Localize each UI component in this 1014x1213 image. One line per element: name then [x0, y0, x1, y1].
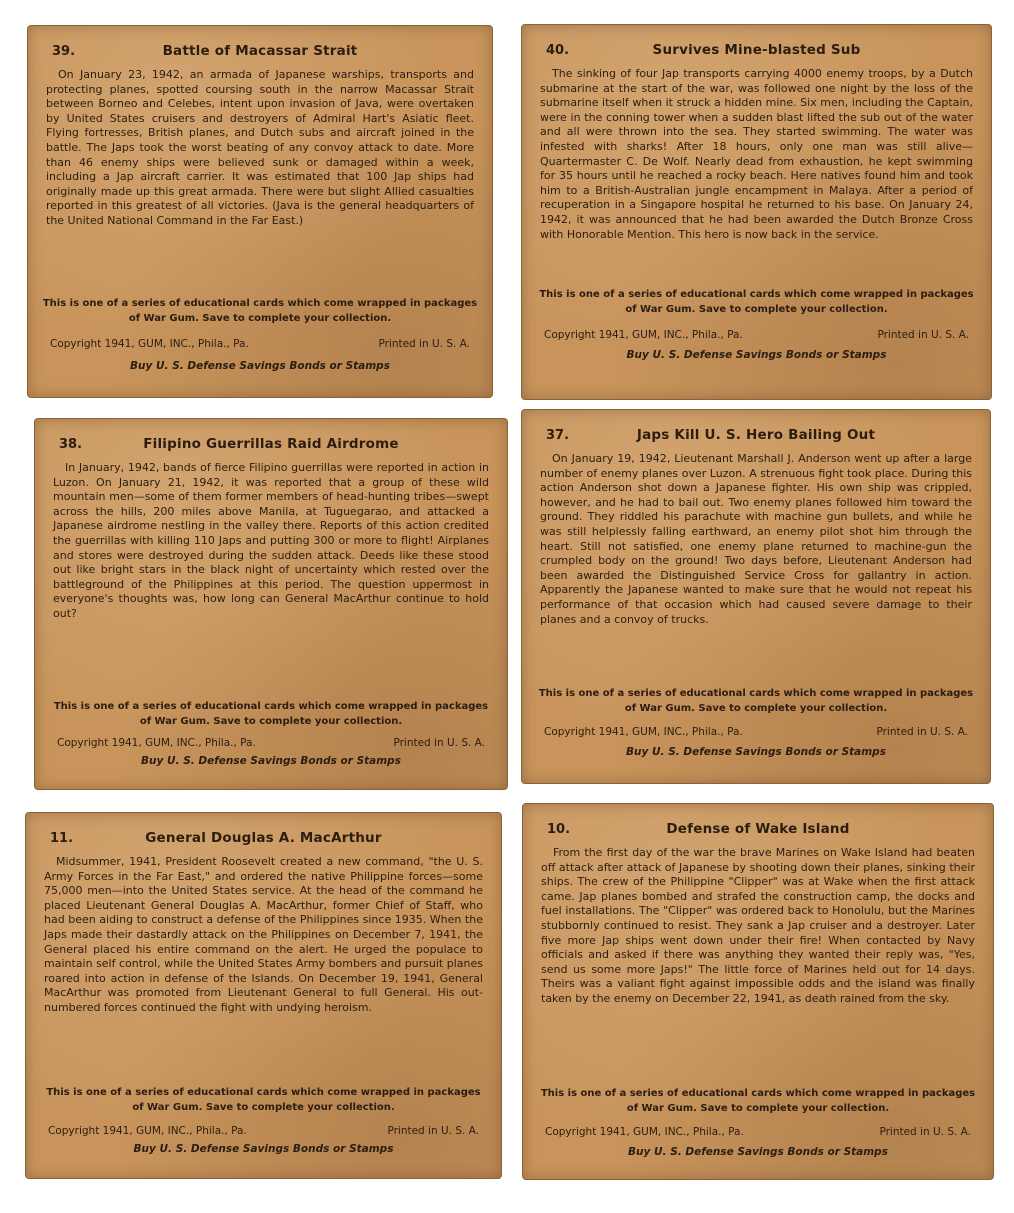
copyright: Copyright 1941, GUM, INC., Phila., Pa.: [544, 329, 743, 341]
copyright-line: [545, 1126, 971, 1138]
copyright: Copyright 1941, GUM, INC., Phila., Pa.: [544, 726, 743, 738]
printed-in: Printed in U. S. A.: [378, 338, 470, 350]
card-40: [521, 24, 992, 400]
bonds-line: Buy U. S. Defense Savings Bonds or Stamps: [133, 1143, 394, 1155]
card-37: [521, 409, 991, 784]
copyright: Copyright 1941, GUM, INC., Phila., Pa.: [545, 1126, 744, 1138]
copyright-line: [544, 329, 969, 341]
card-title: Battle of Macassar Strait: [162, 43, 358, 59]
card-number: 37.: [546, 428, 570, 443]
bonds-line: Buy U. S. Defense Savings Bonds or Stamps: [626, 746, 886, 758]
printed-in: Printed in U. S. A.: [393, 737, 485, 749]
series-note: This is one of a series of educational cards which come wrapped in packages of War Gum. Save to complete your collection.: [53, 701, 489, 727]
printed-in: Printed in U. S. A.: [879, 1126, 971, 1138]
card-title: Survives Mine-blasted Sub: [652, 42, 861, 58]
copyright: Copyright 1941, GUM, INC., Phila., Pa.: [57, 737, 256, 749]
bonds-line: Buy U. S. Defense Savings Bonds or Stamps: [626, 349, 887, 361]
card-number: 38.: [59, 437, 83, 452]
card-title: Filipino Guerrillas Raid Airdrome: [143, 436, 399, 452]
copyright-line: [50, 338, 470, 350]
copyright-line: [544, 726, 968, 738]
series-note: This is one of a series of educational cards which come wrapped in packages of War Gum. Save to complete your collection.: [42, 298, 478, 324]
card-10: [522, 803, 994, 1180]
series-note: This is one of a series of educational cards which come wrapped in packages of War Gum. Save to complete your collection.: [538, 688, 974, 714]
card-number: 11.: [50, 831, 74, 846]
card-number: 40.: [546, 43, 570, 58]
copyright: Copyright 1941, GUM, INC., Phila., Pa.: [48, 1125, 247, 1137]
printed-in: Printed in U. S. A.: [387, 1125, 479, 1137]
series-note: This is one of a series of educational cards which come wrapped in packages of War Gum. Save to complete your collection.: [46, 1087, 481, 1113]
card-body: Midsummer, 1941, President Roosevelt created a new command, "the U. S. Army Forces in the Far East," and ordered the native Philippine forces—some 75,000 men—into the United States service. At the head of the command he placed Lieutenant General Douglas A. MacArthur, former Chief of Staff, who had been aiding to construct a defense of the Philippines since 1935. When the Japs made their dastardly attack on the Philippines on December 7, 1941, the General placed his entire command on the alert. He urged the populace to maintain self control, while the United States Army bombers and pursuit planes roared into action in defense of the Islands. On December 19, 1941, General MacArthur was promoted from Lieutenant General to full General. His out-numbered forces continued the fight with undying heroism.: [44, 855, 483, 1014]
card-38: [34, 418, 508, 790]
card-11: [25, 812, 502, 1179]
card-title: Japs Kill U. S. Hero Bailing Out: [636, 427, 876, 443]
card-39: [27, 25, 493, 398]
printed-in: Printed in U. S. A.: [876, 726, 968, 738]
card-body: On January 23, 1942, an armada of Japanese warships, transports and protecting planes, spotted coursing south in the narrow Macassar Strait between Borneo and Celebes, intent upon invasion of Java, were overtaken by United States cruisers and destroyers of Admiral Hart's Asiatic fleet. Flying fortresses, British planes, and Dutch subs and aircraft joined in the battle. The Japs took the worst beating of any convoy attack to date. More than 46 enemy ships were believed sunk or damaged within a week, including a Jap aircraft carrier. It was estimated that 100 Jap ships had originally made up this great armada. There were but slight Allied casualties reported in this greatest of all victories. (Java is the general headquarters of the United National Command in the Far East.): [46, 68, 474, 227]
bonds-line: Buy U. S. Defense Savings Bonds or Stamps: [141, 755, 401, 767]
series-note: This is one of a series of educational cards which come wrapped in packages of War Gum. Save to complete your collection.: [539, 289, 974, 315]
printed-in: Printed in U. S. A.: [877, 329, 969, 341]
card-number: 10.: [547, 822, 571, 837]
copyright-line: [57, 737, 485, 749]
card-title: General Douglas A. MacArthur: [145, 830, 382, 846]
card-body: From the first day of the war the brave Marines on Wake Island had beaten off attack after attack of Japanese by shooting down their planes, sinking their ships. The crew of the Philippine "Clipper" was at Wake when the first attack came. Jap planes bombed and strafed the construction camp, the docks and fuel installations. The "Clipper" was ordered back to Honolulu, but the Marines stubbornly continued to resist. They sank a Jap cruiser and a destroyer. Later five more Jap ships went down under their fire! When contacted by Navy officials and asked if there was anything they wanted their reply was, "Yes, send us some more Japs!" The little force of Marines held out for 14 days. Theirs was a valiant fight against impossible odds and the island was finally taken by the enemy on December 22, 1941, as death rained from the sky.: [541, 846, 975, 1005]
card-number: 39.: [52, 44, 76, 59]
bonds-line: Buy U. S. Defense Savings Bonds or Stamps: [130, 360, 390, 372]
card-body: In January, 1942, bands of fierce Filipino guerrillas were reported in action in Luzon. On January 21, 1942, it was reported that a group of these wild mountain men—some of them former members of head-hunting tribes—swept across the hills, 200 miles above Manila, at Tuguegarao, and attacked a Japanese airdrome nestling in the valley there. Reports of this action credited the guerrillas with killing 110 Japs and putting 300 or more to flight! Airplanes and stores were destroyed during the sudden attack. Deeds like these stood out like bright stars in the black night of uncertainty which rested over the battleground of the Philippines at this period. The question uppermost in everyone's thoughts was, how long can General MacArthur continue to hold out?: [53, 461, 489, 620]
copyright: Copyright 1941, GUM, INC., Phila., Pa.: [50, 338, 249, 350]
card-title: Defense of Wake Island: [666, 821, 850, 837]
card-body: The sinking of four Jap transports carrying 4000 enemy troops, by a Dutch submarine at the start of the war, was followed one night by the loss of the submarine itself when it struck a hidden mine. Six men, including the Captain, were in the conning tower when a sudden blast lifted the sub out of the water and all were thrown into the sea. They started swimming. The water was infested with sharks! After 18 hours, only one man was still alive—Quartermaster C. De Wolf. Nearly dead from exhaustion, he kept swimming for 35 hours until he reached a rocky beach. Here natives found him and took him to a British-Australian jungle encampment in Malaya. After a period of recuperation in a Singapore hospital he returned to his base. On January 24, 1942, it was announced that he had been awarded the Dutch Bronze Cross with Honorable Mention. This hero is now back in the service.: [540, 67, 973, 241]
copyright-line: [48, 1125, 479, 1137]
series-note: This is one of a series of educational cards which come wrapped in packages of War Gum. Save to complete your collection.: [540, 1088, 976, 1114]
bonds-line: Buy U. S. Defense Savings Bonds or Stamps: [628, 1146, 888, 1158]
card-body: On January 19, 1942, Lieutenant Marshall J. Anderson went up after a large number of enemy planes over Luzon. A strenuous fight took place. During this action Anderson shot down a Japanese fighter. His own ship was crippled, however, and he had to bail out. Two enemy planes followed him toward the ground. They riddled his parachute with machine gun bullets, and while he was still helplessly falling earthward, an enemy pilot shot him through the heart. Still not satisfied, one enemy plane returned to machine-gun the crumpled body on the ground! Two days before, Lieutenant Anderson had been awarded the Distinguished Service Cross for gallantry in action. Apparently the Japanese wanted to make sure that he would not repeat his performance of that occasion which had caused severe damage to their planes and a convoy of trucks.: [540, 452, 972, 626]
